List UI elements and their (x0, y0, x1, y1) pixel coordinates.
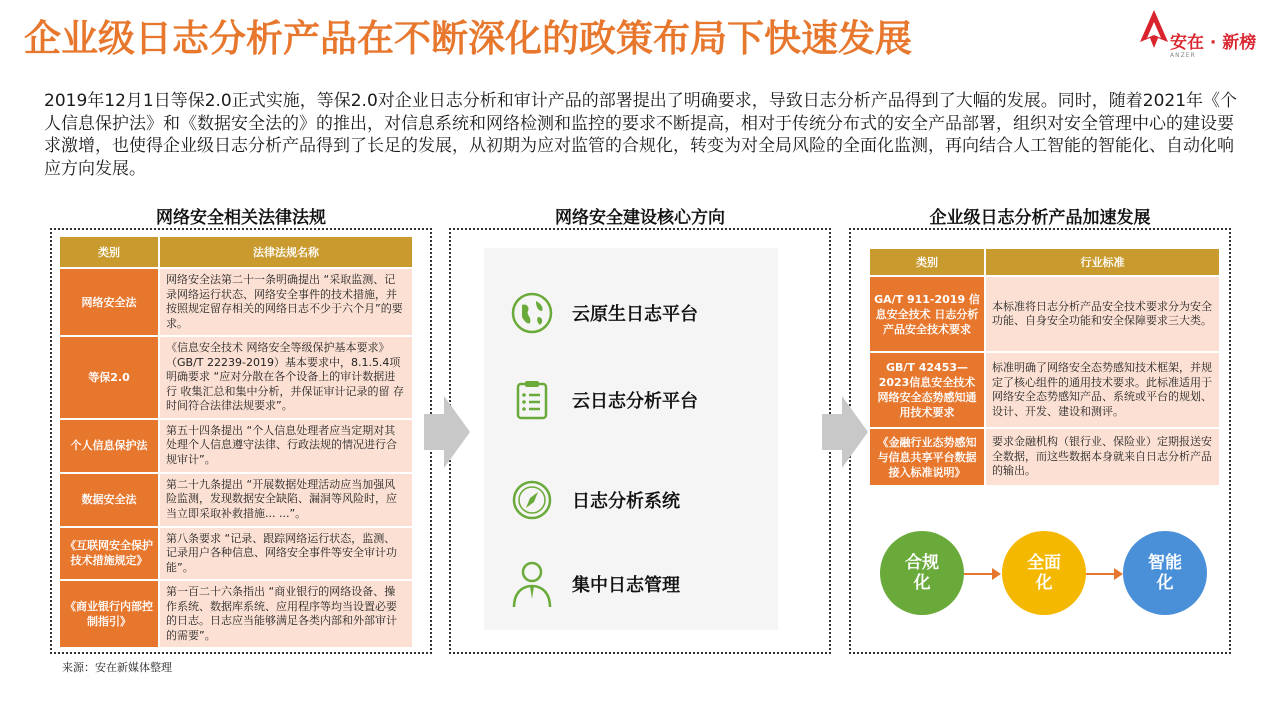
core-label: 集中日志管理 (572, 575, 680, 596)
table-row (870, 277, 1219, 351)
law-description: 第一百二十六条指出 “商业银行的网络设备、操作系统、数据库系统、应用程序等均当设置必要的日志。日志应当能够满足各类内部和外部审计的需要”。 (160, 581, 412, 647)
stage-arrow-head (1114, 568, 1123, 580)
left-panel-title: 网络安全相关法律法规 (156, 208, 326, 228)
right-panel-title: 企业级日志分析产品加速发展 (929, 208, 1151, 228)
table-row (60, 528, 412, 580)
page-title: 企业级日志分析产品在不断深化的政策布局下快速发展 (24, 17, 912, 60)
law-category: 《商业银行内部控制指引》 (60, 581, 158, 647)
globe-icon (510, 291, 554, 335)
core-item-log-analysis-system (510, 478, 680, 522)
stage-connector (964, 573, 994, 575)
table-row (60, 269, 412, 335)
clipboard-list-icon (510, 378, 554, 422)
table-row (60, 337, 412, 418)
stage-label: 合规化 (905, 553, 939, 593)
law-description: 第八条要求 “记录、跟踪网络运行状态，监测、记录用户各种信息、网络安全事件等安全审计功能”。 (160, 528, 412, 580)
law-description: 第二十九条提出 “开展数据处理活动应当加强风险监测，发现数据安全缺陷、漏洞等风险时，应当立即采取补救措施... ...”。 (160, 474, 412, 526)
stage-comprehensive (1002, 531, 1086, 615)
core-label: 日志分析系统 (572, 491, 680, 512)
standard-description: 本标准将日志分析产品安全技术要求分为安全功能、自身安全功能和安全保障要求三大类。 (986, 277, 1219, 351)
core-label: 云原生日志平台 (572, 304, 698, 325)
table-row (870, 353, 1219, 427)
core-label: 云日志分析平台 (572, 391, 698, 412)
law-category: 数据安全法 (60, 474, 158, 526)
law-category: 网络安全法 (60, 269, 158, 335)
brand-logo (1136, 8, 1276, 60)
table-row (60, 474, 412, 526)
intro-paragraph: 2019年12月1日等保2.0正式实施，等保2.0对企业日志分析和审计产品的部署提出了明确要求，导致日志分析产品得到了大幅的发展。同时，随着2021年《个人信息保护法》和《数据安全法的》的推出，对信息系统和网络检测和监控的要求不断提高，相对于传统分布式的安全产品部署，组织对安全管理中心的建设要求激增，也使得企业级日志分析产品得到了长足的发展，从初期为应对监管的合规化，转变为对全局风险的全面化监测，再向结合人工智能的智能化、自动化响应方向发展。 (44, 91, 1238, 179)
stage-compliance (880, 531, 964, 615)
standard-description: 标准明确了网络安全态势感知技术框架，并规定了核心组件的通用技术要求。此标准适用于网络安全态势感知产品、系统或平台的规划、设计、开发、建设和测评。 (986, 353, 1219, 427)
standard-category: GA/T 911-2019 信息安全技术 日志分析产品安全技术要求 (870, 277, 984, 351)
law-category: 《互联网安全保护技术措施规定》 (60, 528, 158, 580)
anzer-logo-icon (1136, 8, 1172, 60)
standard-table (868, 247, 1221, 487)
law-table-header-category: 类别 (60, 237, 158, 267)
table-row (870, 429, 1219, 485)
standard-table-header-category: 类别 (870, 249, 984, 275)
stage-label: 智能化 (1148, 553, 1182, 593)
standard-table-header-standard: 行业标准 (986, 249, 1219, 275)
core-item-cloud-native (510, 291, 698, 335)
compass-icon (510, 478, 554, 522)
law-description: 第五十四条提出 “个人信息处理者应当定期对其处理个人信息遵守法律、行政法规的情况进行合规审计”。 (160, 420, 412, 472)
law-description: 网络安全法第二十一条明确提出 “采取监测、记录网络运行状态、网络安全事件的技术措施，并按照规定留存相关的网络日志不少于六个月”的要求。 (160, 269, 412, 335)
law-table (58, 235, 414, 649)
stage-connector (1086, 573, 1116, 575)
table-row (60, 420, 412, 472)
core-item-centralized-log (510, 562, 680, 606)
stage-arrow-head (992, 568, 1001, 580)
law-description: 《信息安全技术 网络安全等级保护基本要求》（GB/T 22239-2019）基本要求中，8.1.5.4项明确要求 “应对分散在各个设备上的审计数据进行 收集汇总和集中分析，并保证审计记录的留 存时间符合法律法规要求”。 (160, 337, 412, 418)
standard-category: 《金融行业态势感知与信息共享平台数据接入标准说明》 (870, 429, 984, 485)
standard-description: 要求金融机构（银行业、保险业）定期报送安全数据，而这些数据本身就来自日志分析产品的输出。 (986, 429, 1219, 485)
law-category: 等保2.0 (60, 337, 158, 418)
logo-sub: ANZER (1170, 52, 1196, 59)
law-category: 个人信息保护法 (60, 420, 158, 472)
source-note: 来源：安在新媒体整理 (62, 661, 172, 674)
middle-panel-title: 网络安全建设核心方向 (555, 208, 725, 228)
stage-label: 全面化 (1027, 553, 1061, 593)
person-icon (510, 562, 554, 606)
standard-category: GB/T 42453—2023信息安全技术 网络安全态势感知通用技术要求 (870, 353, 984, 427)
law-table-header-name: 法律法规名称 (160, 237, 412, 267)
core-item-cloud-log-analysis (510, 378, 698, 422)
table-row (60, 581, 412, 647)
logo-name: 安在 · 新榜 (1170, 33, 1257, 53)
stage-intelligent (1123, 531, 1207, 615)
